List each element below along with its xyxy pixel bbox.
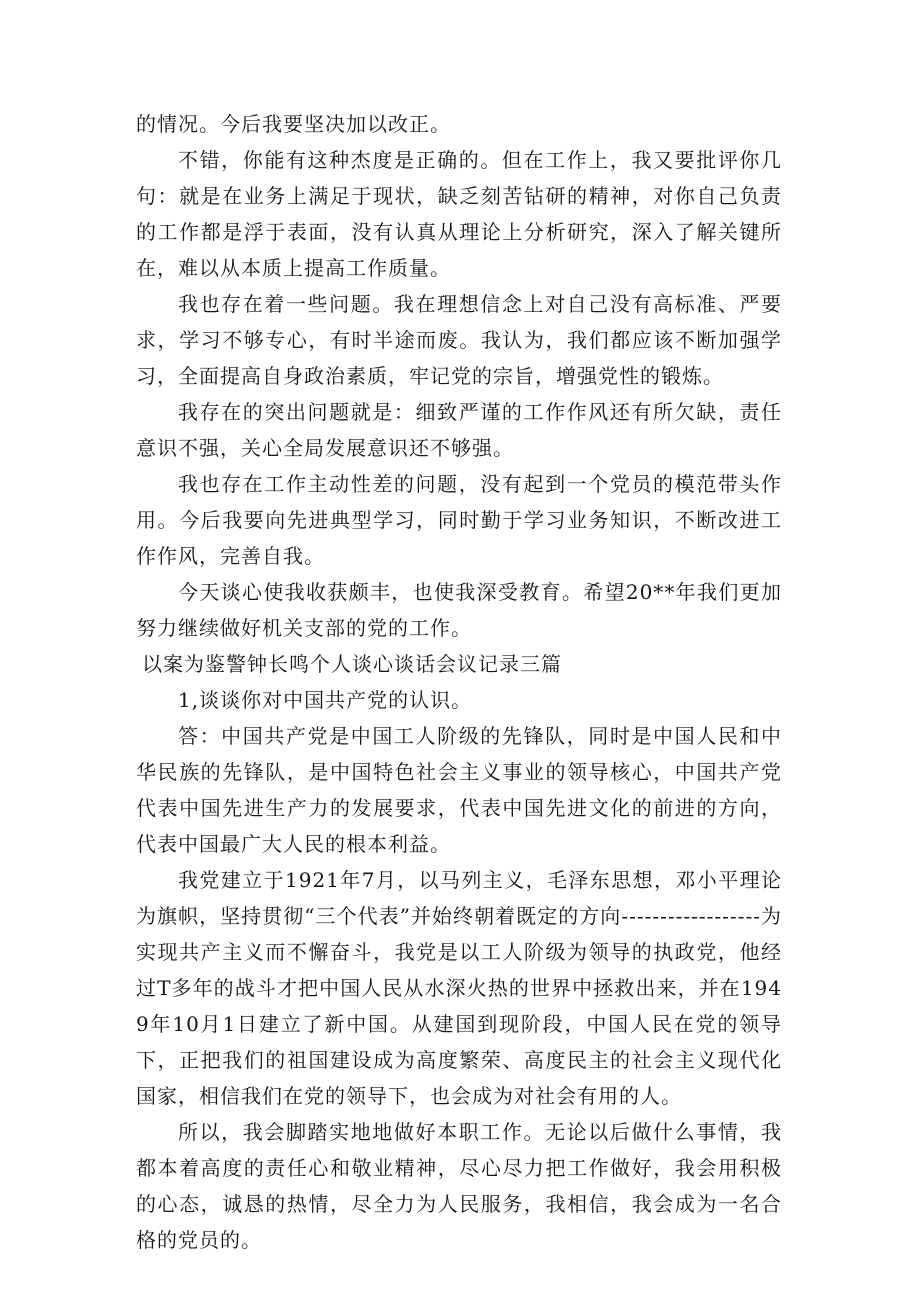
section-heading: 以案为鉴警钟长鸣个人谈心谈话会议记录三篇 — [142, 652, 562, 676]
document-body — [136, 106, 782, 1258]
paragraph-3: 我也存在着一些问题。我在理想信念上对自己没有高标准、严要求，学习不够专心，有时半途而废。我认为，我们都应该不断加强学习，全面提高自身政治素质，牢记党的宗旨，增强党性的锻炼。 — [136, 292, 782, 388]
paragraph-6: 今天谈心使我收获颇丰，也使我深受教育。希望20**年我们更加努力继续做好机关支部的党的工作。 — [136, 580, 782, 640]
question-1: 1,谈谈你对中国共产党的认识。 — [178, 688, 473, 712]
paragraph-5: 我也存在工作主动性差的问题，没有起到一个党员的模范带头作用。今后我要向先进典型学习，同时勤于学习业务知识，不断改进工作作风，完善自我。 — [136, 472, 782, 568]
paragraph-2: 不错，你能有这种杰度是正确的。但在工作上，我又要批评你几句：就是在业务上满足于现状，缺乏刻苦钻研的精神，对你自己负责的工作都是浮于表面，没有认真从理论上分析研究，深入了解关键所在，难以从本质上提高工作质量。 — [136, 148, 782, 280]
paragraph-4: 我存在的突出问题就是：细致严谨的工作作风还有所欠缺，责任意识不强，关心全局发展意识还不够强。 — [136, 400, 782, 460]
answer-1: 答：中国共产党是中国工人阶级的先锋队，同时是中国人民和中华民族的先锋队，是中国特色社会主义事业的领导核心，中国共产党代表中国先进生产力的发展要求，代表中国先进文化的前进的方向，代表中国最广大人民的根本利益。 — [136, 724, 782, 856]
paragraph-1: 的情况。今后我要坚决加以改正。 — [136, 112, 451, 136]
paragraph-conclusion: 所以，我会脚踏实地地做好本职工作。无论以后做什么事情，我都本着高度的责任心和敬业精神，尽心尽力把工作做好，我会用积极的心态，诚恳的热情，尽全力为人民服务，我相信，我会成为一名合格的党员的。 — [136, 1120, 782, 1252]
paragraph-party-history: 我党建立于1921年7月，以马列主义，毛泽东思想，邓小平理论为旗帜，坚持贯彻“三个代表”并始终朝着既定的方向------------------为实现共产主义而不懈奋斗，我党是以工人阶级为领导的执政党，他经过T多年的战斗才把中国人民从水深火热的世界中拯救出来，并在1949年10月1日建立了新中国。从建国到现阶段，中国人民在党的领导下，正把我们的祖国建设成为高度繁荣、高度民主的社会主义现代化国家，相信我们在党的领导下，也会成为对社会有用的人。 — [136, 868, 782, 1108]
